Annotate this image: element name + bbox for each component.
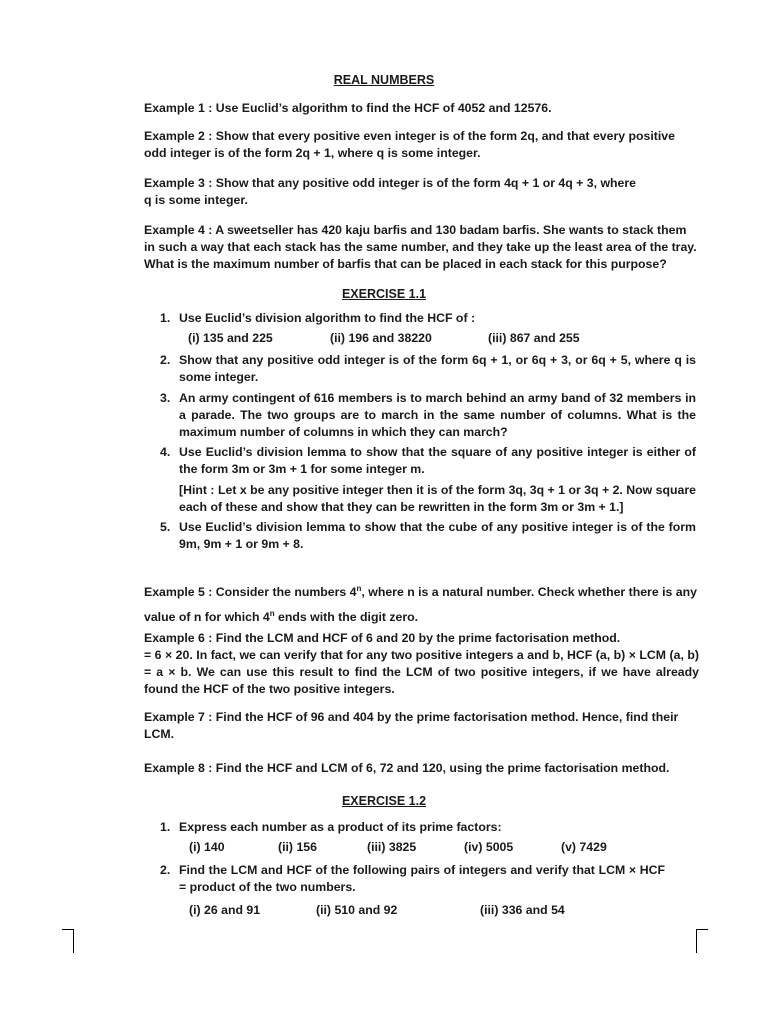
example-4: Example 4 : A sweetseller has 420 kaju barfis and 130 badam barfis. She wants to stack them in such a way that each stack has the same number, and they take up the least area of the tray. What is the maximum number of barfis that can be placed in each stack for this purpose? [144,223,697,271]
option: (i) 26 and 91 [189,903,261,917]
example-7: Example 7 : Find the HCF of 96 and 404 by the prime factorisation method. Hence, find their LCM. [144,710,679,741]
example-5: Example 5 : Consider the numbers 4$^n$, where n is a natural number. Check whether there is any value of n for which 4$^n$ ends with the digit zero. [144,584,697,625]
option: (ii) 156 [278,840,317,854]
question-text: Use Euclid’s division lemma to show that the cube of any positive integer is of the form 9m, 9m + 1 or 9m + 8. [179,520,696,551]
page-title: REAL NUMBERS [333,73,435,87]
option: (iii) 3825 [367,840,417,854]
example-6-question: Example 6 : Find the LCM and HCF of 6 and 20 by the prime factorisation method. [144,631,621,645]
exercise-1-question-2 [160,352,696,386]
question-text: Use Euclid’s division lemma to show that the square of any positive integer is either of the form 3m or 3m + 1 for some integer m. [179,445,696,476]
option: (i) 140 [189,840,225,854]
option: (v) 7429 [561,840,607,854]
crop-mark-right-horizontal [696,929,708,930]
exercise-2-question-2 [160,862,696,896]
exercise-2-question-1 [160,819,696,836]
exercise-1-question-5 [160,519,696,553]
question-text: Express each number as a product of its prime factors: [179,820,502,834]
question-text: Use Euclid’s division algorithm to find the HCF of : [179,311,476,325]
crop-mark-left-vertical [73,929,74,953]
crop-mark-right-vertical [696,929,697,953]
exercise-1-question-1 [160,310,696,327]
question-text: An army contingent of 616 members is to march behind an army band of 32 members in a parade. The two groups are to march in the same number of columns. What is the maximum number of columns in which they can march? [179,391,696,439]
example-6 [144,630,699,698]
question-number: 1. [160,311,171,325]
hint-text: [Hint : Let x be any positive integer then it is of the form 3q, 3q + 1 or 3q + 2. Now square each of these and show that they can be rewritten in the form 3m or 3m + 1.] [179,483,696,514]
option: (ii) 196 and 38220 [330,331,432,345]
example-2: Example 2 : Show that every positive even integer is of the form 2q, and that every positive odd integer is of the form 2q + 1, where q is some integer. [144,129,675,160]
option: (iii) 336 and 54 [480,903,565,917]
option: (iv) 5005 [464,840,514,854]
question-number: 5. [160,520,171,534]
question-number: 3. [160,391,171,405]
exercise-1-question-3 [160,390,696,441]
example-3: Example 3 : Show that any positive odd integer is of the form 4q + 1 or 4q + 3, where q is some integer. [144,176,636,207]
option: (ii) 510 and 92 [316,903,398,917]
question-number: 4. [160,445,171,459]
question-text: Show that any positive odd integer is of the form 6q + 1, or 6q + 3, or 6q + 5, where q is some integer. [179,353,696,384]
question-number: 2. [160,863,171,877]
option: (i) 135 and 225 [188,331,273,345]
question-number: 2. [160,353,171,367]
example-1: Example 1 : Use Euclid’s algorithm to find the HCF of 4052 and 12576. [144,101,552,115]
example-8: Example 8 : Find the HCF and LCM of 6, 72 and 120, using the prime factorisation method. [144,761,670,775]
exercise-2-heading: EXERCISE 1.2 [341,794,427,808]
option: (iii) 867 and 255 [488,331,580,345]
example-6-note: = 6 × 20. In fact, we can verify that for any two positive integers a and b, HCF (a, b) × LCM (a, b) = a × b. We can use this result to find the LCM of two positive integers, if we have already found the HCF of the two positive integers. [144,648,699,696]
question-text: Find the LCM and HCF of the following pairs of integers and verify that LCM × HCF = product of the two numbers. [179,863,665,894]
exercise-1-question-4 [160,444,696,516]
question-number: 1. [160,820,171,834]
exercise-1-heading: EXERCISE 1.1 [341,287,427,301]
